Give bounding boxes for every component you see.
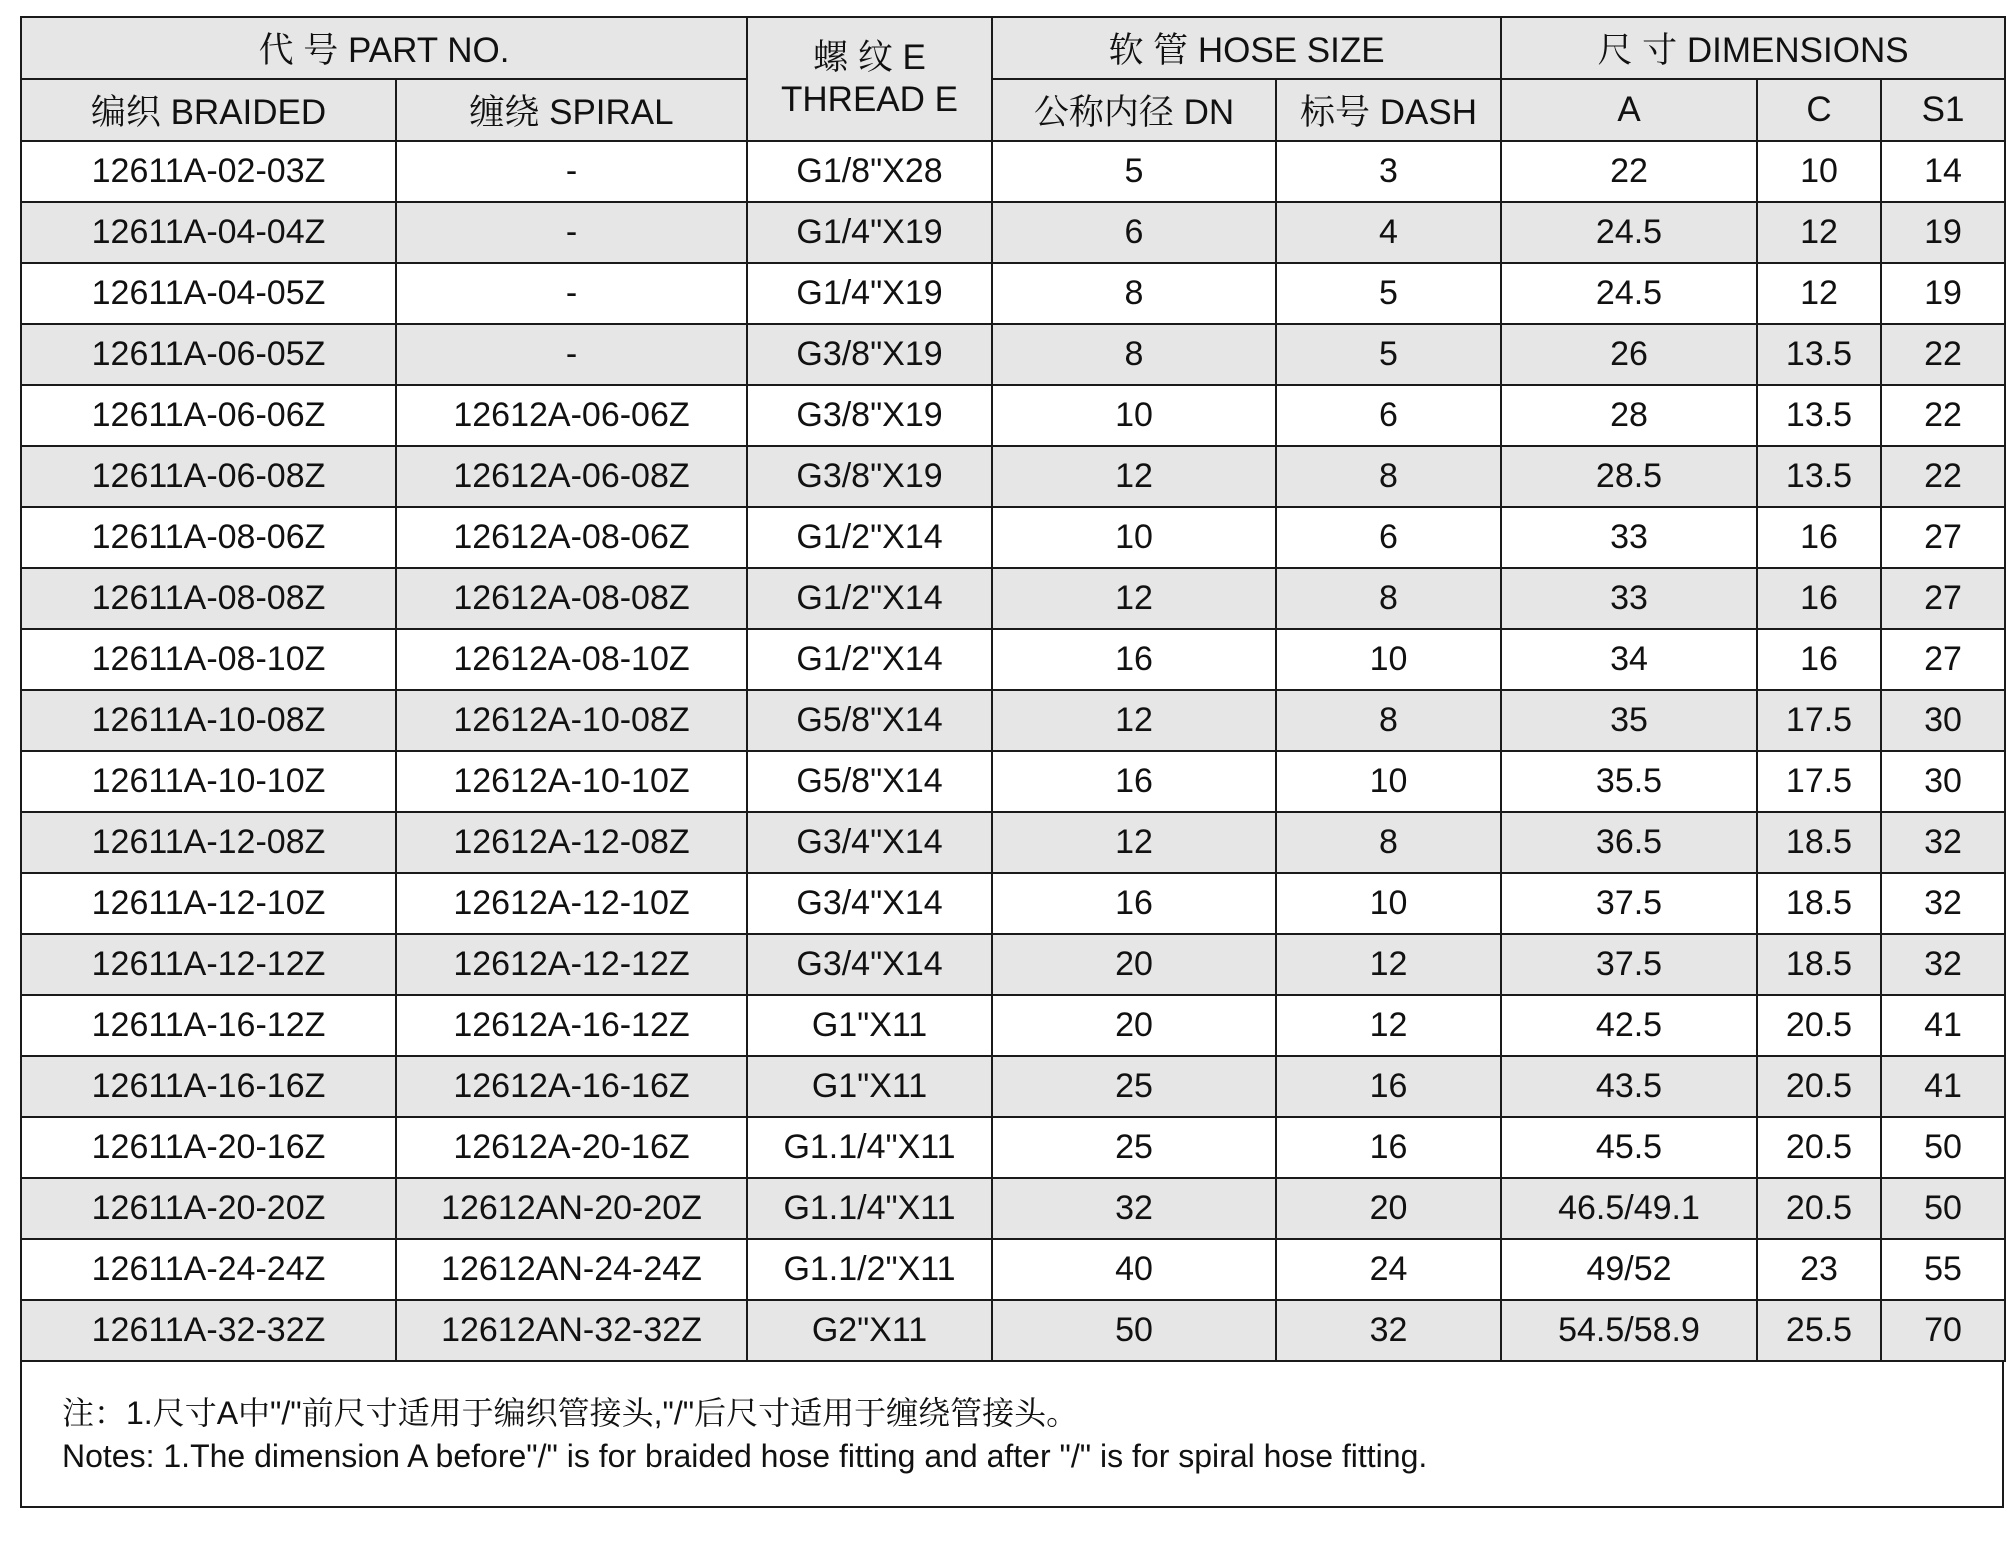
cell-spiral: 12612AN-24-24Z <box>396 1239 747 1300</box>
cell-s1: 19 <box>1881 202 2005 263</box>
table-row <box>21 812 2005 873</box>
cell-a: 26 <box>1501 324 1757 385</box>
note-english: Notes: 1.The dimension A before"/" is for braided hose fitting and after "/" is for spiral hose fitting. <box>62 1438 1428 1474</box>
cell-dash: 24 <box>1276 1239 1501 1300</box>
cell-braided: 12611A-08-10Z <box>21 629 396 690</box>
cell-thread: G3/4"X14 <box>747 812 992 873</box>
cell-c: 17.5 <box>1757 751 1881 812</box>
cell-c: 18.5 <box>1757 812 1881 873</box>
cell-a: 33 <box>1501 568 1757 629</box>
cell-thread: G3/8"X19 <box>747 324 992 385</box>
cell-dash: 6 <box>1276 507 1501 568</box>
header-a: A <box>1501 79 1757 141</box>
note-chinese: 注：1.尺寸A中"/"前尺寸适用于编织管接头,"/"后尺寸适用于缠绕管接头。 <box>62 1395 1079 1431</box>
cell-spiral: - <box>396 141 747 202</box>
cell-a: 36.5 <box>1501 812 1757 873</box>
cell-dash: 4 <box>1276 202 1501 263</box>
table-row <box>21 629 2005 690</box>
cell-braided: 12611A-04-05Z <box>21 263 396 324</box>
table-row <box>21 507 2005 568</box>
cell-s1: 50 <box>1881 1117 2005 1178</box>
cell-thread: G3/8"X19 <box>747 446 992 507</box>
cell-dn: 40 <box>992 1239 1276 1300</box>
cell-dn: 12 <box>992 568 1276 629</box>
cell-a: 54.5/58.9 <box>1501 1300 1757 1361</box>
cell-thread: G1/4"X19 <box>747 263 992 324</box>
table-row <box>21 934 2005 995</box>
cell-dn: 8 <box>992 324 1276 385</box>
cell-braided: 12611A-10-08Z <box>21 690 396 751</box>
cell-s1: 30 <box>1881 690 2005 751</box>
cell-thread: G1"X11 <box>747 1056 992 1117</box>
cell-c: 10 <box>1757 141 1881 202</box>
cell-dn: 16 <box>992 873 1276 934</box>
cell-braided: 12611A-20-20Z <box>21 1178 396 1239</box>
cell-c: 13.5 <box>1757 446 1881 507</box>
cell-c: 18.5 <box>1757 934 1881 995</box>
cell-dn: 20 <box>992 995 1276 1056</box>
cell-braided: 12611A-08-08Z <box>21 568 396 629</box>
cell-thread: G1/2"X14 <box>747 629 992 690</box>
header-c: C <box>1757 79 1881 141</box>
cell-dn: 16 <box>992 629 1276 690</box>
cell-thread: G2"X11 <box>747 1300 992 1361</box>
table-row <box>21 873 2005 934</box>
header-dash: 标号 DASH <box>1276 79 1501 141</box>
table-row <box>21 446 2005 507</box>
cell-dash: 8 <box>1276 568 1501 629</box>
cell-dash: 5 <box>1276 324 1501 385</box>
cell-a: 34 <box>1501 629 1757 690</box>
cell-thread: G1.1/4"X11 <box>747 1117 992 1178</box>
cell-spiral: 12612A-08-10Z <box>396 629 747 690</box>
cell-dn: 25 <box>992 1117 1276 1178</box>
header-thread <box>747 17 992 141</box>
cell-dash: 10 <box>1276 751 1501 812</box>
cell-c: 12 <box>1757 202 1881 263</box>
cell-s1: 41 <box>1881 995 2005 1056</box>
cell-a: 28 <box>1501 385 1757 446</box>
cell-dn: 10 <box>992 385 1276 446</box>
cell-thread: G1.1/2"X11 <box>747 1239 992 1300</box>
cell-a: 46.5/49.1 <box>1501 1178 1757 1239</box>
cell-braided: 12611A-12-10Z <box>21 873 396 934</box>
cell-spiral: 12612A-10-10Z <box>396 751 747 812</box>
cell-braided: 12611A-32-32Z <box>21 1300 396 1361</box>
cell-c: 13.5 <box>1757 324 1881 385</box>
table-row <box>21 1056 2005 1117</box>
cell-a: 42.5 <box>1501 995 1757 1056</box>
table-row <box>21 751 2005 812</box>
cell-thread: G3/8"X19 <box>747 385 992 446</box>
cell-a: 28.5 <box>1501 446 1757 507</box>
cell-s1: 27 <box>1881 507 2005 568</box>
table-body <box>21 141 2005 1361</box>
cell-s1: 22 <box>1881 324 2005 385</box>
cell-a: 33 <box>1501 507 1757 568</box>
cell-thread: G1/4"X19 <box>747 202 992 263</box>
table-row <box>21 568 2005 629</box>
cell-s1: 55 <box>1881 1239 2005 1300</box>
cell-s1: 32 <box>1881 934 2005 995</box>
cell-a: 22 <box>1501 141 1757 202</box>
cell-a: 24.5 <box>1501 202 1757 263</box>
cell-c: 13.5 <box>1757 385 1881 446</box>
notes-box <box>20 1362 2004 1508</box>
cell-thread: G1/2"X14 <box>747 507 992 568</box>
cell-dash: 12 <box>1276 934 1501 995</box>
cell-dn: 5 <box>992 141 1276 202</box>
cell-c: 18.5 <box>1757 873 1881 934</box>
cell-s1: 32 <box>1881 873 2005 934</box>
cell-c: 25.5 <box>1757 1300 1881 1361</box>
cell-dash: 5 <box>1276 263 1501 324</box>
cell-a: 49/52 <box>1501 1239 1757 1300</box>
cell-thread: G1.1/4"X11 <box>747 1178 992 1239</box>
cell-spiral: - <box>396 324 747 385</box>
header-spiral: 缠绕 SPIRAL <box>396 79 747 141</box>
cell-s1: 30 <box>1881 751 2005 812</box>
header-dimensions: 尺 寸 DIMENSIONS <box>1501 17 2005 79</box>
cell-c: 16 <box>1757 507 1881 568</box>
cell-dn: 16 <box>992 751 1276 812</box>
cell-dash: 16 <box>1276 1117 1501 1178</box>
cell-a: 43.5 <box>1501 1056 1757 1117</box>
cell-spiral: 12612A-12-08Z <box>396 812 747 873</box>
cell-spiral: 12612A-10-08Z <box>396 690 747 751</box>
cell-c: 20.5 <box>1757 995 1881 1056</box>
cell-braided: 12611A-16-12Z <box>21 995 396 1056</box>
cell-thread: G1/2"X14 <box>747 568 992 629</box>
header-s1: S1 <box>1881 79 2005 141</box>
cell-spiral: 12612A-16-16Z <box>396 1056 747 1117</box>
cell-dash: 10 <box>1276 873 1501 934</box>
cell-a: 35.5 <box>1501 751 1757 812</box>
cell-dash: 8 <box>1276 812 1501 873</box>
cell-braided: 12611A-06-08Z <box>21 446 396 507</box>
cell-braided: 12611A-12-12Z <box>21 934 396 995</box>
cell-spiral: - <box>396 263 747 324</box>
cell-dash: 10 <box>1276 629 1501 690</box>
cell-dn: 12 <box>992 812 1276 873</box>
cell-s1: 70 <box>1881 1300 2005 1361</box>
cell-spiral: 12612AN-32-32Z <box>396 1300 747 1361</box>
cell-braided: 12611A-10-10Z <box>21 751 396 812</box>
header-braided: 编织 BRAIDED <box>21 79 396 141</box>
cell-braided: 12611A-04-04Z <box>21 202 396 263</box>
cell-c: 20.5 <box>1757 1117 1881 1178</box>
table-row <box>21 1300 2005 1361</box>
cell-thread: G3/4"X14 <box>747 934 992 995</box>
cell-spiral: 12612A-08-06Z <box>396 507 747 568</box>
table-row <box>21 385 2005 446</box>
header-hose-size: 软 管 HOSE SIZE <box>992 17 1501 79</box>
cell-spiral: 12612A-20-16Z <box>396 1117 747 1178</box>
cell-dn: 8 <box>992 263 1276 324</box>
cell-dn: 12 <box>992 446 1276 507</box>
cell-c: 12 <box>1757 263 1881 324</box>
cell-thread: G1"X11 <box>747 995 992 1056</box>
cell-a: 45.5 <box>1501 1117 1757 1178</box>
table-row <box>21 1239 2005 1300</box>
cell-dn: 32 <box>992 1178 1276 1239</box>
cell-spiral: 12612A-16-12Z <box>396 995 747 1056</box>
cell-spiral: 12612A-08-08Z <box>396 568 747 629</box>
spec-sheet <box>20 16 2004 1508</box>
cell-dash: 12 <box>1276 995 1501 1056</box>
header-row-sub <box>21 79 2005 141</box>
cell-dn: 10 <box>992 507 1276 568</box>
cell-braided: 12611A-02-03Z <box>21 141 396 202</box>
cell-dash: 3 <box>1276 141 1501 202</box>
cell-braided: 12611A-06-05Z <box>21 324 396 385</box>
cell-spiral: 12612A-06-08Z <box>396 446 747 507</box>
cell-c: 16 <box>1757 568 1881 629</box>
cell-s1: 32 <box>1881 812 2005 873</box>
table-row <box>21 202 2005 263</box>
cell-a: 24.5 <box>1501 263 1757 324</box>
header-thread-en: THREAD E <box>781 80 958 119</box>
cell-c: 20.5 <box>1757 1056 1881 1117</box>
cell-dn: 50 <box>992 1300 1276 1361</box>
table-row <box>21 995 2005 1056</box>
cell-c: 16 <box>1757 629 1881 690</box>
cell-dn: 6 <box>992 202 1276 263</box>
cell-s1: 14 <box>1881 141 2005 202</box>
cell-thread: G5/8"X14 <box>747 751 992 812</box>
header-thread-cn: 螺 纹 E <box>813 38 926 77</box>
cell-braided: 12611A-24-24Z <box>21 1239 396 1300</box>
cell-s1: 22 <box>1881 446 2005 507</box>
cell-dn: 20 <box>992 934 1276 995</box>
spec-table <box>20 16 2006 1362</box>
cell-thread: G3/4"X14 <box>747 873 992 934</box>
cell-a: 35 <box>1501 690 1757 751</box>
cell-dn: 25 <box>992 1056 1276 1117</box>
cell-s1: 27 <box>1881 568 2005 629</box>
table-header <box>21 17 2005 141</box>
header-dn: 公称内径 DN <box>992 79 1276 141</box>
cell-s1: 50 <box>1881 1178 2005 1239</box>
cell-dash: 6 <box>1276 385 1501 446</box>
table-row <box>21 263 2005 324</box>
table-row <box>21 141 2005 202</box>
cell-braided: 12611A-16-16Z <box>21 1056 396 1117</box>
cell-dash: 8 <box>1276 690 1501 751</box>
cell-spiral: 12612A-12-12Z <box>396 934 747 995</box>
cell-dash: 16 <box>1276 1056 1501 1117</box>
cell-s1: 27 <box>1881 629 2005 690</box>
cell-spiral: 12612A-06-06Z <box>396 385 747 446</box>
cell-spiral: 12612A-12-10Z <box>396 873 747 934</box>
cell-spiral: - <box>396 202 747 263</box>
header-row-top <box>21 17 2005 79</box>
cell-spiral: 12612AN-20-20Z <box>396 1178 747 1239</box>
cell-braided: 12611A-12-08Z <box>21 812 396 873</box>
cell-thread: G5/8"X14 <box>747 690 992 751</box>
cell-braided: 12611A-20-16Z <box>21 1117 396 1178</box>
cell-dash: 8 <box>1276 446 1501 507</box>
cell-a: 37.5 <box>1501 873 1757 934</box>
table-row <box>21 324 2005 385</box>
cell-dash: 20 <box>1276 1178 1501 1239</box>
cell-dash: 32 <box>1276 1300 1501 1361</box>
cell-a: 37.5 <box>1501 934 1757 995</box>
table-row <box>21 1178 2005 1239</box>
cell-c: 17.5 <box>1757 690 1881 751</box>
cell-c: 20.5 <box>1757 1178 1881 1239</box>
cell-dn: 12 <box>992 690 1276 751</box>
cell-thread: G1/8"X28 <box>747 141 992 202</box>
table-row <box>21 690 2005 751</box>
header-part-no: 代 号 PART NO. <box>21 17 747 79</box>
cell-s1: 41 <box>1881 1056 2005 1117</box>
table-row <box>21 1117 2005 1178</box>
cell-s1: 19 <box>1881 263 2005 324</box>
cell-s1: 22 <box>1881 385 2005 446</box>
cell-braided: 12611A-06-06Z <box>21 385 396 446</box>
cell-c: 23 <box>1757 1239 1881 1300</box>
cell-braided: 12611A-08-06Z <box>21 507 396 568</box>
